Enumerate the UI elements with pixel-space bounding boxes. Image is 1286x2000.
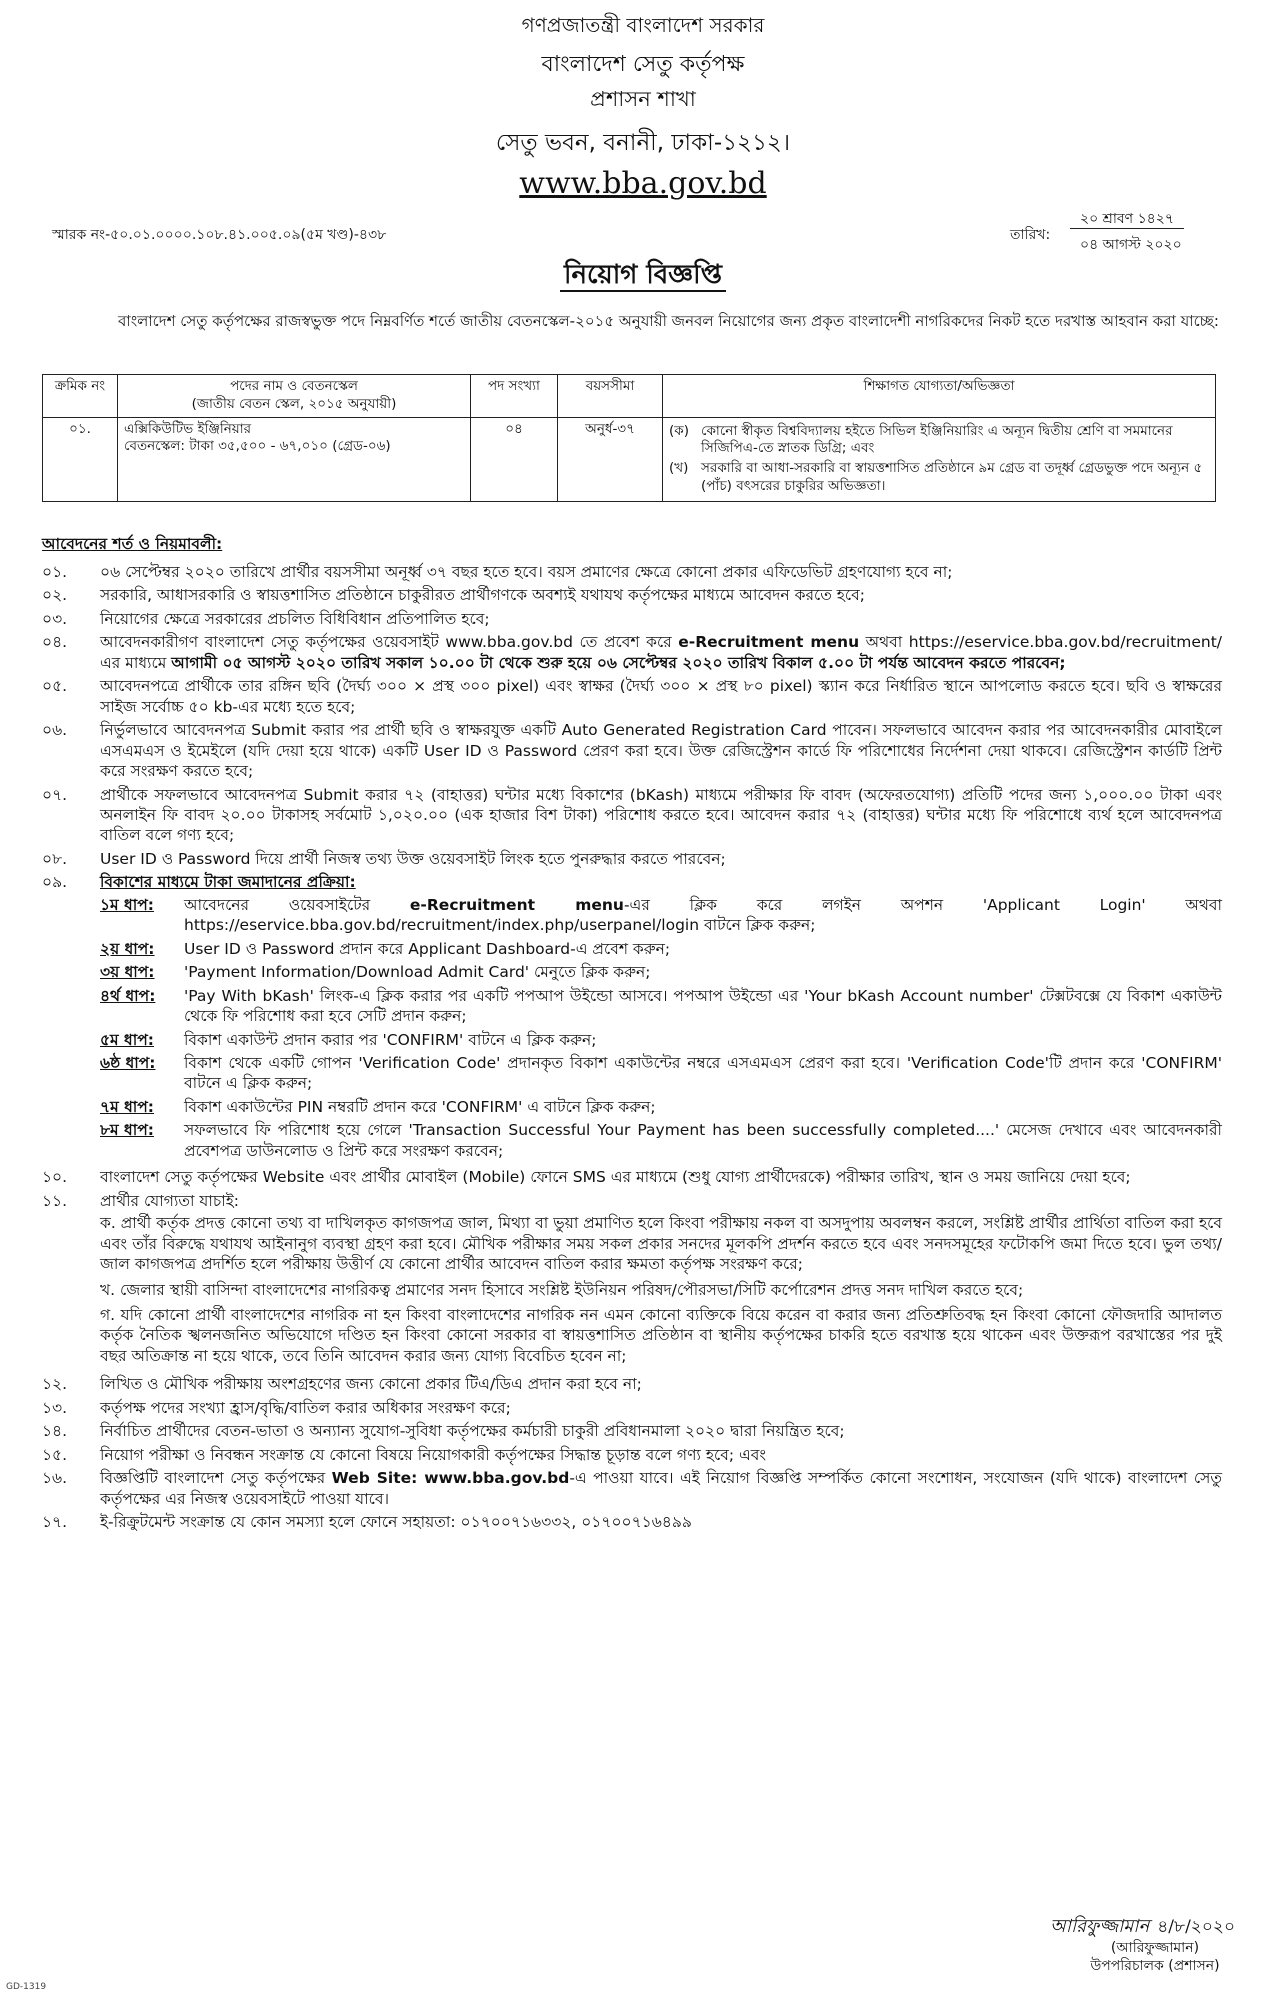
eligibility-sub-ka: ক. প্রার্থী কর্তৃক প্রদত্ত কোনো তথ্য বা দাখিলকৃত কাগজপত্র জাল, মিথ্যা বা ভুয়া প্রমাণিত হলে কিংবা পরীক্ষায় নকল বা অসদুপায় অবলম্বন করলে, সংশ্লিষ্ট প্রার্থীর প্রার্থিতা বাতিল করা হবে এবং তাঁর বিরুদ্ধে যথাযথ আইনানুগ ব্যবস্থা গ্রহণ করা হবে। মৌখিক পরীক্ষার সময় সকল প্রকার সনদের মূলকপি প্রদর্শন করতে হবে এবং সনদসমূহের ফটোকপি জমা দিতে হবে। ভুল তথ্য/জাল কাগজপত্র প্রদর্শিত হলে পরীক্ষায় উত্তীর্ণ যে কোনো প্রার্থীর আবেদন বাতিল করার ক্ষমতা কর্তৃপক্ষ সংরক্ষণ করে; bbox=[100, 1214, 1222, 1274]
col-age: বয়সসীমা bbox=[558, 375, 663, 418]
step-item: ৩য় ধাপ: 'Payment Information/Download Admit Card' মেনুতে ক্লিক করুন; bbox=[100, 963, 651, 982]
term-item: ১৪. নির্বাচিত প্রার্থীদের বেতন-ভাতা ও অন্যান্য সুযোগ-সুবিধা কর্তৃপক্ষের কর্মচারী চাকুরী প্রবিধানমালা ২০২০ দ্বারা নিয়ন্ত্রিত হবে; bbox=[42, 1422, 845, 1441]
term-item: ১৫. নিয়োগ পরীক্ষা ও নিবন্ধন সংক্রান্ত যে কোনো বিষয়ে নিয়োগকারী কর্তৃপক্ষের সিদ্ধান্ত চূড়ান্ত বলে গণ্য হবে; এবং bbox=[42, 1445, 767, 1464]
job-table bbox=[42, 374, 1216, 502]
cell-count: ০৪ bbox=[471, 417, 558, 501]
col-post-sub: (জাতীয় বেতন স্কেল, ২০১৫ অনুযায়ী) bbox=[191, 395, 397, 412]
eligibility-heading: প্রার্থীর যোগ্যতা যাচাই: bbox=[100, 1191, 239, 1210]
branch-name: প্রশাসন শাখা bbox=[590, 87, 696, 111]
terms-heading: আবেদনের শর্ত ও নিয়মাবলী: bbox=[42, 535, 223, 553]
cell-qualification bbox=[663, 417, 1216, 501]
cell-post bbox=[118, 417, 471, 501]
step-item: ৭ম ধাপ: বিকাশ একাউন্টের PIN নম্বরটি প্রদান করে 'CONFIRM' এ বাটনে ক্লিক করুন; bbox=[100, 1097, 656, 1116]
signatory-designation: উপপরিচালক (প্রশাসন) bbox=[1090, 1958, 1220, 1975]
post-name: এক্সিকিউটিভ ইঞ্জিনিয়ার bbox=[124, 420, 252, 437]
authority-name: বাংলাদেশ সেতু কর্তৃপক্ষ bbox=[541, 52, 745, 77]
term-item: ০৪. আবেদনকারীগণ বাংলাদেশ সেতু কর্তৃপক্ষের ওয়েবসাইট www.bba.gov.bd তে প্রবেশ করে e-Recruitment menu অথবা https://eservice.bba.gov.bd/recruitment/ এর মাধ্যমে আগামী ০৫ আগস্ট ২০২০ তারিখ সকাল ১০.০০ টা থেকে শুরু হয়ে ০৬ সেপ্টেম্বর ২০২০ তারিখ বিকাল ৫.০০ টা পর্যন্ত আবেদন করতে পারবেন; bbox=[42, 633, 1222, 672]
col-post bbox=[118, 375, 471, 418]
term-item: ০৯. বিকাশের মাধ্যমে টাকা জমাদানের প্রক্রিয়া: ১ম ধাপ: আবেদনের ওয়েবসাইটের e-Recruitment menu-এর ক্লিক করে লগইন অপশন 'Applicant Login' অথবা https://eservice.bba.gov.bd/recruitment/index.php/userpanel/login বাটনে ক্লিক করুন; ২য় ধাপ: User ID ও Password প্রদান করে Applicant Dashboard-এ প্রবেশ করুন; ৩য় ধাপ: 'Payment Information/Download Admit Card' মেনুতে ক্লিক করুন; ৪র্থ ধাপ: 'Pay With bKash' লিংক-এ ক্লিক করার পর একটি পপআপ উইন্ডো আসবে। পপআপ উইন্ডো এর 'Your bKash Account number' টেক্সটবক্সে যে বিকাশ একাউন্ট থেকে ফি পরিশোধ করা হবে সেটি প্রদান করুন; ৫ম ধাপ: বিকাশ একাউন্ট প্রদান করার পর 'CONFIRM' বাটনে এ ক্লিক করুন; ৬ষ্ঠ ধাপ: বিকাশ থেকে একটি গোপন 'Verification Code' প্রদানকৃত বিকাশ একাউন্টের নম্বরে এসএমএস প্রেরণ করা হবে। 'Verification Code'টি প্রদান করে 'CONFIRM' বাটনে এ ক্লিক করুন; ৭ম ধাপ: বিকাশ একাউন্টের PIN নম্বরটি প্রদান করে 'CONFIRM' এ বাটনে ক্লিক করুন; ৮ম ধাপ: সফলভাবে ফি পরিশোধ হয়ে গেলে 'Transaction Successful Your Payment has been successfully completed....' মেসেজ দেখাবে এবং আবেদনকারী প্রবেশপত্র ডাউনলোড ও প্রিন্ট করে সংরক্ষণ করবেন; bbox=[42, 873, 1222, 1160]
date-bangla: ২০ শ্রাবণ ১৪২৭ bbox=[1070, 210, 1184, 229]
bkash-heading: বিকাশের মাধ্যমে টাকা জমাদানের প্রক্রিয়া: bbox=[100, 873, 356, 892]
term-item: ১৭. ই-রিক্রুটমেন্ট সংক্রান্ত যে কোন সমস্যা হলে ফোনে সহায়তা: ০১৭০০৭১৬৩৩২, ০১৭০০৭১৬৪৯৯ bbox=[42, 1513, 692, 1532]
term-item: ০৬. নির্ভুলভাবে আবেদনপত্র Submit করার পর প্রার্থী ছবি ও স্বাক্ষরযুক্ত একটি Auto Generated Registration Card পাবেন। সফলভাবে আবেদন করার পর আবেদনকারীর মোবাইলে এসএমএস ও ইমেইলে (যদি দেয়া হয়ে থাকে) একটি User ID ও Password প্রেরণ করা হবে। উক্ত রেজিস্ট্রেশন কার্ডে ফি পরিশোধের নির্দেশনা দেয়া থাকবে। রেজিস্ট্রেশন কার্ডটি প্রিন্ট করে সংরক্ষণ করতে হবে; bbox=[42, 721, 1222, 781]
qualification-item: (ক) কোনো স্বীকৃত বিশ্ববিদ্যালয় হইতে সিভিল ইঞ্জিনিয়ারিং এ অন্যূন দ্বিতীয় শ্রেণি বা সমমানের সিজিপিএ-তে স্নাতক ডিগ্রি; এবং bbox=[669, 422, 1173, 457]
notice-title: নিয়োগ বিজ্ঞপ্তি bbox=[0, 258, 1286, 292]
document-code: GD-1319 bbox=[6, 1982, 47, 1992]
term-item: ১৩. কর্তৃপক্ষ পদের সংখ্যা হ্রাস/বৃদ্ধি/বাতিল করার অধিকার সংরক্ষণ করে; bbox=[42, 1398, 511, 1417]
term-item: ১০. বাংলাদেশ সেতু কর্তৃপক্ষের Website এবং প্রার্থীর মোবাইল (Mobile) ফোনে SMS এর মাধ্যমে (শুধু যোগ্য প্রার্থীদেরকে) পরীক্ষার তারিখ, স্থান ও সময় জানিয়ে দেয়া হবে; bbox=[42, 1168, 1131, 1187]
term-item: ০১. ০৬ সেপ্টেম্বর ২০২০ তারিখে প্রার্থীর বয়সসীমা অনূর্ধ্ব ৩৭ বছর হতে হবে। বয়স প্রমাণের ক্ষেত্রে কোনো প্রকার এফিডেভিট গ্রহণযোগ্য হবে না; bbox=[42, 563, 953, 581]
step-item: ১ম ধাপ: আবেদনের ওয়েবসাইটের e-Recruitment menu-এর ক্লিক করে লগইন অপশন 'Applicant Login' অথবা https://eservice.bba.gov.bd/recruitment/index.php/userpanel/login বাটনে ক্লিক করুন; bbox=[100, 895, 1222, 935]
step-item: ৪র্থ ধাপ: 'Pay With bKash' লিংক-এ ক্লিক করার পর একটি পপআপ উইন্ডো আসবে। পপআপ উইন্ডো এর 'Your bKash Account number' টেক্সটবক্সে যে বিকাশ একাউন্ট থেকে ফি পরিশোধ করা হবে সেটি প্রদান করুন; bbox=[100, 986, 1222, 1026]
step-item: ২য় ধাপ: User ID ও Password প্রদান করে Applicant Dashboard-এ প্রবেশ করুন; bbox=[100, 939, 671, 958]
date-english: ০৪ আগস্ট ২০২০ bbox=[1080, 237, 1182, 253]
term-item: ০৮. User ID ও Password দিয়ে প্রার্থী নিজস্ব তথ্য উক্ত ওয়েবসাইট লিংক হতে পুনরুদ্ধার করতে পারবেন; bbox=[42, 849, 726, 868]
term-item: ১২. লিখিত ও মৌখিক পরীক্ষায় অংশগ্রহণের জন্য কোনো প্রকার টিএ/ডিএ প্রদান করা হবে না; bbox=[42, 1375, 642, 1394]
step-item: ৫ম ধাপ: বিকাশ একাউন্ট প্রদান করার পর 'CONFIRM' বাটনে এ ক্লিক করুন; bbox=[100, 1030, 597, 1049]
term-item: ০৫. আবেদনপত্রে প্রার্থীকে তার রঙ্গিন ছবি (দৈর্ঘ্য ৩০০ × প্রস্থ ৩০০ pixel) এবং স্বাক্ষর (দৈর্ঘ্য ৩০০ × প্রস্থ ৮০ pixel) স্ক্যান করে নির্ধারিত স্থানে আপলোড করতে হবে। ছবি ও স্বাক্ষরের সাইজ সর্বোচ্চ ৫০ kb-এর মধ্যে হতে হবে; bbox=[42, 677, 1222, 716]
step-item: ৮ম ধাপ: সফলভাবে ফি পরিশোধ হয়ে গেলে 'Transaction Successful Your Payment has been successfully completed....' মেসেজ দেখাবে এবং আবেদনকারী প্রবেশপত্র ডাউনলোড ও প্রিন্ট করে সংরক্ষণ করবেন; bbox=[100, 1121, 1222, 1160]
col-serial: ক্রমিক নং bbox=[43, 375, 118, 418]
signature-block bbox=[1040, 1912, 1270, 1976]
term-item: ০৭. প্রার্থীকে সফলভাবে আবেদনপত্র Submit করার ৭২ (বাহাত্তর) ঘন্টার মধ্যে বিকাশের (bKash) মাধ্যমে পরীক্ষার ফি বাবদ (অফেরতযোগ্য) প্রতিটি পদের জন্য ১,০০০.০০ টাকা এবং অনলাইন ফি বাবদ ২০.০০ টাকাসহ সর্বমোট ১,০২০.০০ (এক হাজার বিশ টাকা) পরিশোধ করতে হবে। আবেদন করার ৭২ (বাহাত্তর) ঘন্টার মধ্যে ফি পরিশোধে ব্যর্থ হলে আবেদনপত্র বাতিল বলে গণ্য হবে; bbox=[42, 785, 1222, 845]
step-item: ৬ষ্ঠ ধাপ: বিকাশ থেকে একটি গোপন 'Verification Code' প্রদানকৃত বিকাশ একাউন্টের নম্বরে এসএমএস প্রেরণ করা হবে। 'Verification Code'টি প্রদান করে 'CONFIRM' বাটনে এ ক্লিক করুন; bbox=[100, 1053, 1222, 1093]
signature-scribble: আরিফুজ্জামান bbox=[1050, 1916, 1150, 1937]
table-header-row bbox=[43, 375, 1216, 418]
term-item: ০৩. নিয়োগের ক্ষেত্রে সরকারের প্রচলিত বিধিবিধান প্রতিপালিত হবে; bbox=[42, 609, 490, 628]
website-link[interactable]: www.bba.gov.bd bbox=[519, 166, 767, 201]
term-item: ১৬. বিজ্ঞপ্তিটি বাংলাদেশ সেতু কর্তৃপক্ষের Web Site: www.bba.gov.bd-এ পাওয়া যাবে। এই নিয়োগ বিজ্ঞপ্তি সম্পর্কিত কোনো সংশোধন, সংযোজন (যদি থাকে) বাংলাদেশ সেতু কর্তৃপক্ষের এর নিজস্ব ওয়েবসাইটে পাওয়া যাবে। bbox=[42, 1469, 1222, 1508]
table-row bbox=[43, 417, 1216, 501]
col-count: পদ সংখ্যা bbox=[471, 375, 558, 418]
term-item: ১১. প্রার্থীর যোগ্যতা যাচাই: ক. প্রার্থী কর্তৃক প্রদত্ত কোনো তথ্য বা দাখিলকৃত কাগজপত্র জাল, মিথ্যা বা ভুয়া প্রমাণিত হলে কিংবা পরীক্ষায় নকল বা অসদুপায় অবলম্বন করলে, সংশ্লিষ্ট প্রার্থীর প্রার্থিতা বাতিল করা হবে এবং তাঁর বিরুদ্ধে যথাযথ আইনানুগ ব্যবস্থা গ্রহণ করা হবে। মৌখিক পরীক্ষার সময় সকল প্রকার সনদের মূলকপি প্রদর্শন করতে হবে এবং সনদসমূহের ফটোকপি জমা দিতে হবে। ভুল তথ্য/জাল কাগজপত্র প্রদর্শিত হলে পরীক্ষায় উত্তীর্ণ যে কোনো প্রার্থীর আবেদন বাতিল করার ক্ষমতা কর্তৃপক্ষ সংরক্ষণ করে; খ. জেলার স্থায়ী বাসিন্দা বাংলাদেশের নাগরিকত্ব প্রমাণের সনদ হিসাবে সংশ্লিষ্ট ইউনিয়ন পরিষদ/পৌরসভা/সিটি কর্পোরেশন প্রদত্ত সনদ দাখিল করতে হবে; গ. যদি কোনো প্রার্থী বাংলাদেশের নাগরিক না হন কিংবা বাংলাদেশের নাগরিক নন এমন কোনো ব্যক্তিকে বিয়ে করেন বা করার জন্য প্রতিশ্রুতিবদ্ধ হন কিংবা কোনো ফৌজদারি আদালত কর্তৃক নৈতিক স্খলনজনিত অভিযোগে দণ্ডিত হন কিংবা কোনো সরকার বা স্বায়ত্তশাসিত প্রতিষ্ঠান বা স্থানীয় কর্তৃপক্ষের চাকরি হতে বরখাস্ত হয়ে থাকেন এবং উক্তরূপ বরখাস্তের পর দুই বছর অতিক্রান্ত না হয়ে থাকে, তবে তিনি আবেদন করার জন্য যোগ্য বিবেচিত হবেন না; bbox=[42, 1191, 1222, 1365]
bkash-steps bbox=[100, 895, 1222, 1161]
signature-date: ৪/৮/২০২০ bbox=[1157, 1917, 1236, 1937]
signatory-name: (আরিফুজ্জামান) bbox=[1110, 1939, 1200, 1956]
signature-mark bbox=[1040, 1912, 1270, 1939]
post-scale: বেতনস্কেল: টাকা ৩৫,৫০০ - ৬৭,০১০ (গ্রেড-০৬) bbox=[124, 438, 391, 455]
cell-age: অনুর্ধ-৩৭ bbox=[558, 417, 663, 501]
eligibility-sub-ga: গ. যদি কোনো প্রার্থী বাংলাদেশের নাগরিক না হন কিংবা বাংলাদেশের নাগরিক নন এমন কোনো ব্যক্তিকে বিয়ে করেন বা করার জন্য প্রতিশ্রুতিবদ্ধ হন কিংবা কোনো ফৌজদারি আদালত কর্তৃক নৈতিক স্খলনজনিত অভিযোগে দণ্ডিত হন কিংবা কোনো সরকার বা স্বায়ত্তশাসিত প্রতিষ্ঠান বা স্থানীয় কর্তৃপক্ষের চাকরি হতে বরখাস্ত হয়ে থাকেন এবং উক্তরূপ বরখাস্তের পর দুই বছর অতিক্রান্ত না হয়ে থাকে, তবে তিনি আবেদন করার জন্য যোগ্য বিবেচিত হবেন না; bbox=[100, 1305, 1222, 1365]
date-label: তারিখ: bbox=[1010, 227, 1051, 243]
eligibility-sub-kha: খ. জেলার স্থায়ী বাসিন্দা বাংলাদেশের নাগরিকত্ব প্রমাণের সনদ হিসাবে সংশ্লিষ্ট ইউনিয়ন পরিষদ/পৌরসভা/সিটি কর্পোরেশন প্রদত্ত সনদ দাখিল করতে হবে; bbox=[100, 1280, 1024, 1299]
office-address: সেতু ভবন, বনানী, ঢাকা-১২১২। bbox=[495, 130, 791, 156]
col-qualification: শিক্ষাগত যোগ্যতা/অভিজ্ঞতা bbox=[663, 375, 1216, 418]
cell-serial: ০১. bbox=[43, 417, 118, 501]
col-post-label: পদের নাম ও বেতনস্কেল bbox=[230, 378, 358, 394]
memo-number: স্মারক নং-৫০.০১.০০০০.১০৮.৪১.০০৫.০৯(৫ম খণ্ড)-৪৩৮ bbox=[52, 227, 387, 243]
qualification-item: (খ) সরকারি বা আধা-সরকারি বা স্বায়ত্তশাসিত প্রতিষ্ঠানে ৯ম গ্রেড বা তদূর্ধ্ব গ্রেডভুক্ত পদে অন্যূন ৫ (পাঁচ) বৎসরের চাকুরির অভিজ্ঞতা। bbox=[669, 460, 1203, 495]
term-item: ০২. সরকারি, আধাসরকারি ও স্বায়ত্তশাসিত প্রতিষ্ঠানে চাকুরীরত প্রার্থীগণকে অবশ্যই যথাযথ কর্তৃপক্ষের মাধ্যমে আবেদন করতে হবে; bbox=[42, 586, 865, 605]
govt-title: গণপ্রজাতন্ত্রী বাংলাদেশ সরকার bbox=[521, 13, 765, 37]
terms-list bbox=[42, 562, 1222, 1535]
intro-paragraph: বাংলাদেশ সেতু কর্তৃপক্ষের রাজস্বভুক্ত পদে নিম্নবর্ণিত শর্তে জাতীয় বেতনস্কেল-২০১৫ অনুযায়ী জনবল নিয়োগের জন্য প্রকৃত বাংলাদেশী নাগরিকদের নিকট হতে দরখাস্ত আহবান করা যাচ্ছে: bbox=[118, 312, 1219, 330]
